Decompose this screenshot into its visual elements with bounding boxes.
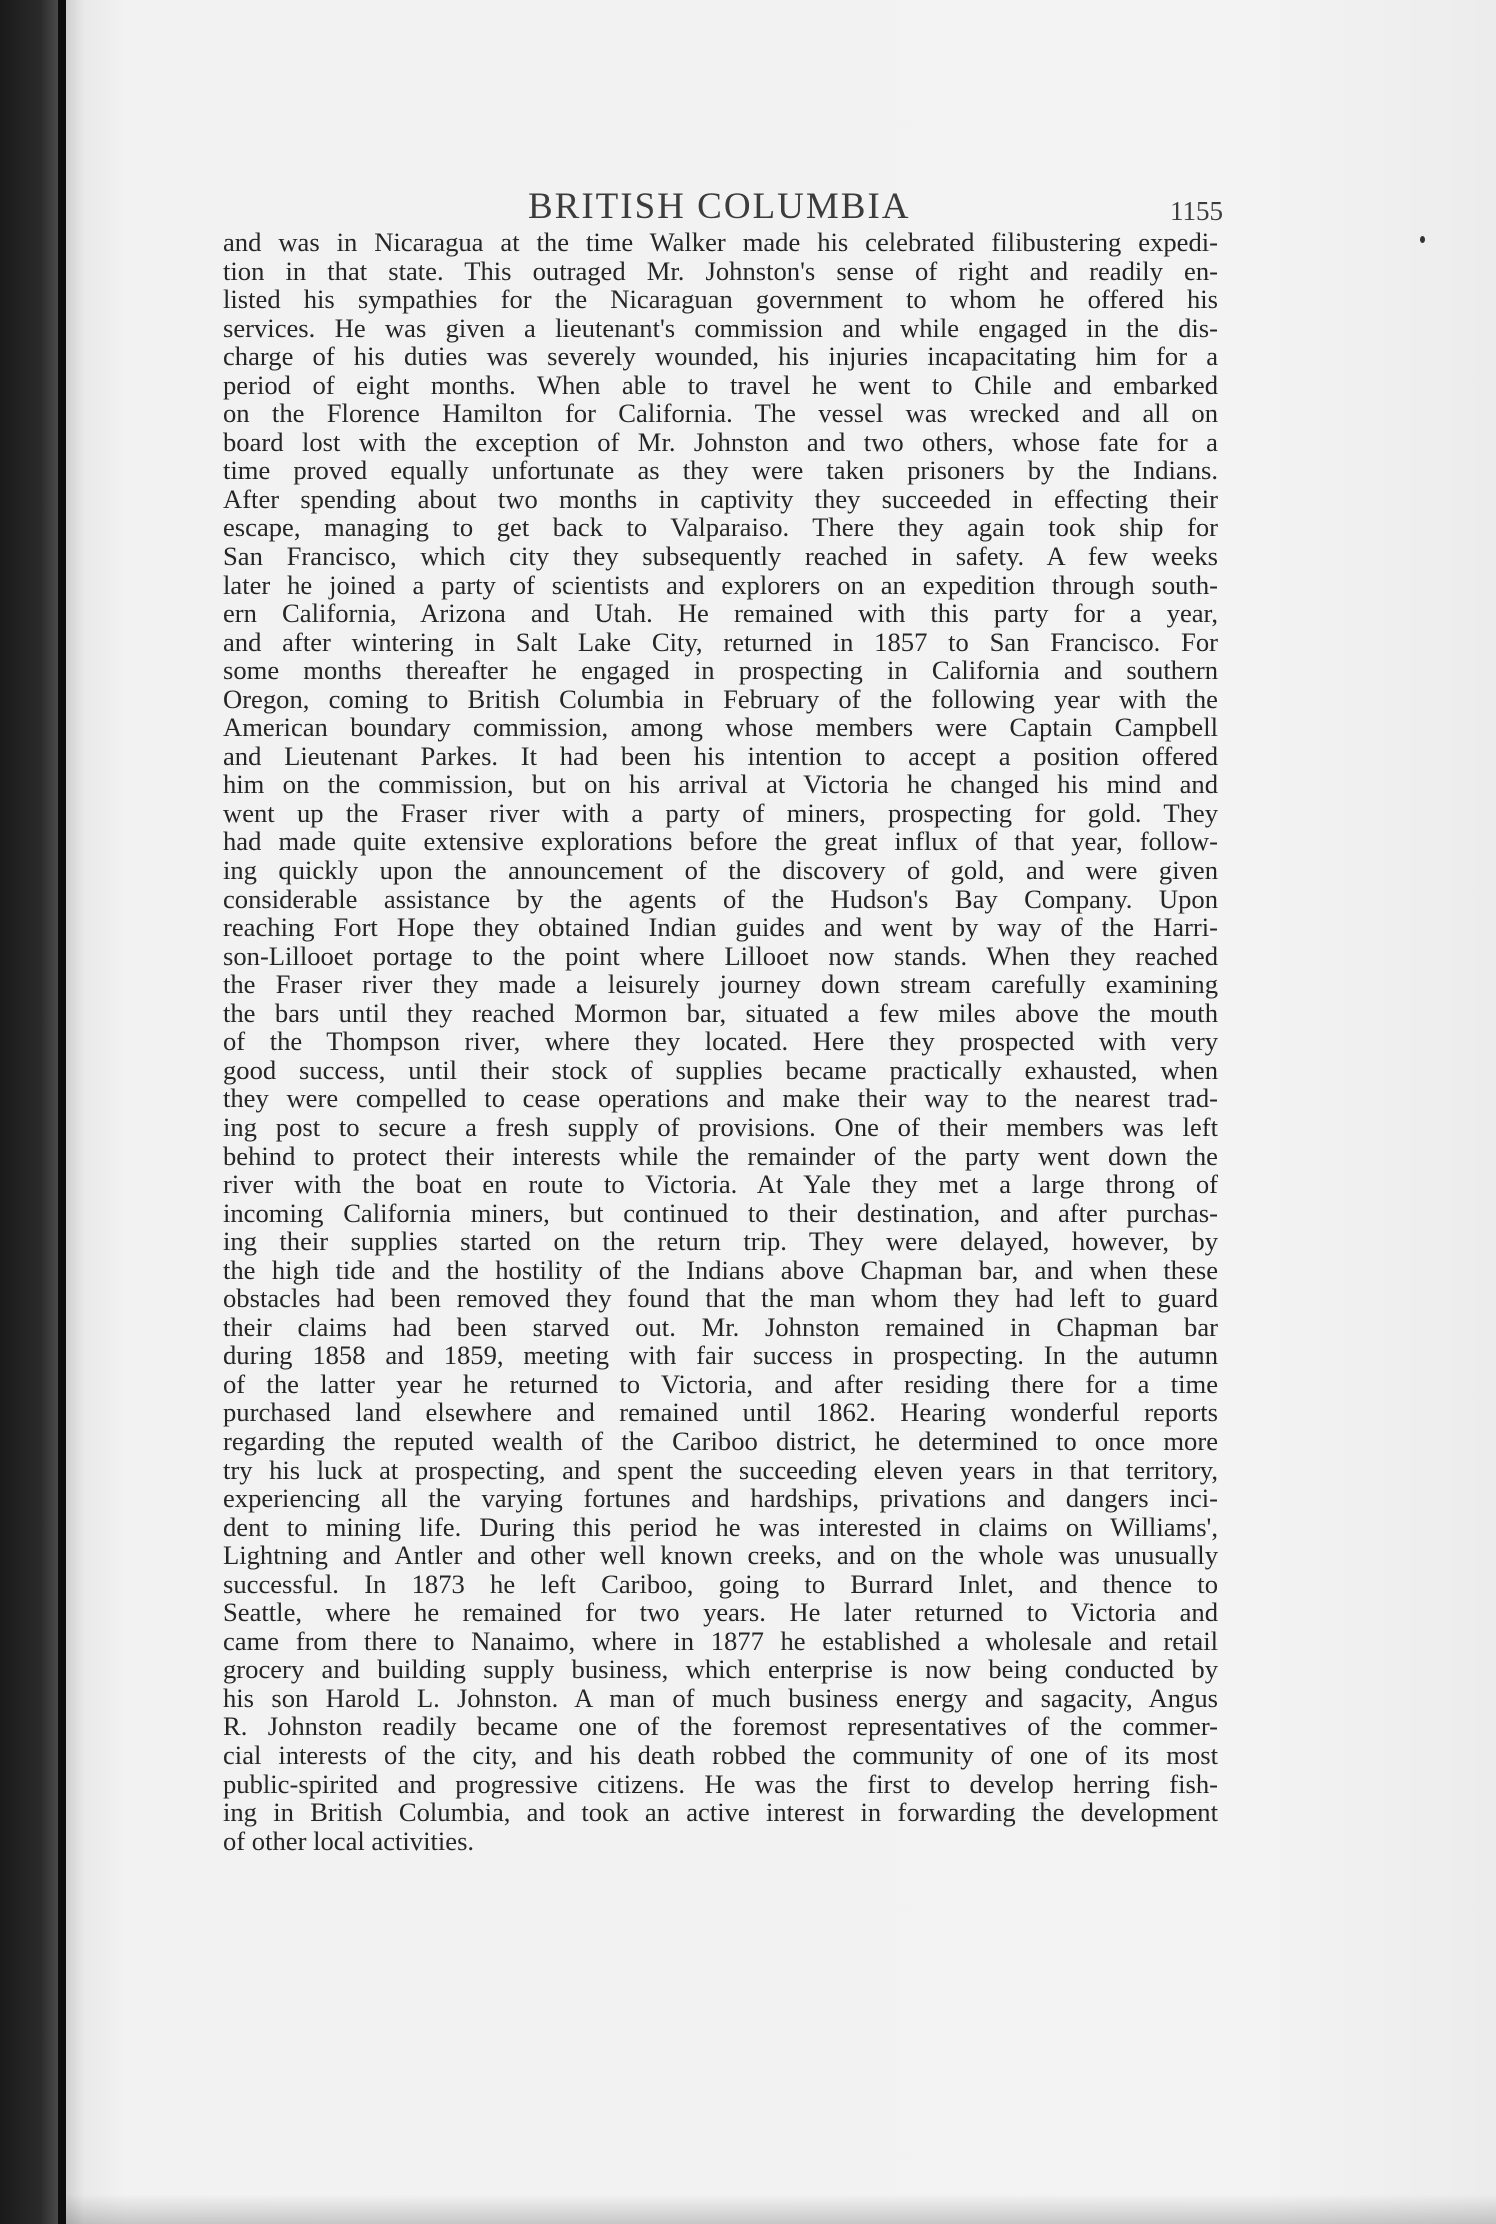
text-line: experiencing all the varying fortunes and hardships, privations and dangers inci-: [223, 1483, 1218, 1514]
text-line: and was in Nicaragua at the time Walker made his celebrated filibustering expedi-: [223, 227, 1218, 257]
text-line: obstacles had been removed they found that the man whom they had left to guard: [223, 1283, 1218, 1314]
text-line: escape, managing to get back to Valparaiso. There they again took ship for: [223, 512, 1218, 543]
text-line: went up the Fraser river with a party of miners, prospecting for gold. They: [223, 797, 1218, 828]
text-line: After spending about two months in captivity they succeeded in effecting their: [223, 483, 1218, 514]
text-line: on the Florence Hamilton for California. The vessel was wrecked and all on: [223, 398, 1218, 429]
text-line: behind to protect their interests while the remainder of the party went down the: [223, 1140, 1218, 1171]
text-line: purchased land elsewhere and remained until 1862. Hearing wonderful reports: [223, 1397, 1218, 1428]
text-line: listed his sympathies for the Nicaraguan government to whom he offered his: [223, 284, 1218, 315]
text-line: R. Johnston readily became one of the foremost representatives of the commer-: [223, 1711, 1218, 1742]
text-line: reaching Fort Hope they obtained Indian guides and went by way of the Harri-: [223, 912, 1218, 943]
ink-speck: [1420, 236, 1425, 243]
text-line: Lightning and Antler and other well known creeks, and on the whole was unusually: [223, 1540, 1218, 1571]
text-line: American boundary commission, among whose members were Captain Campbell: [223, 712, 1218, 743]
text-line: public-spirited and progressive citizens. He was the first to develop herring fish-: [223, 1768, 1218, 1799]
running-head: BRITISH COLUMBIA: [528, 186, 911, 227]
text-line: time proved equally unfortunate as they were taken prisoners by the Indians.: [223, 455, 1218, 486]
text-line: of other local activities.: [223, 1825, 475, 1856]
text-line: river with the boat en route to Victoria. At Yale they met a large throng of: [223, 1169, 1218, 1200]
text-line: period of eight months. When able to travel he went to Chile and embarked: [223, 369, 1218, 400]
text-line: ing post to secure a fresh supply of provisions. One of their members was left: [223, 1111, 1218, 1142]
text-line: his son Harold L. Johnston. A man of much business energy and sagacity, Angus: [223, 1682, 1218, 1713]
text-line: grocery and building supply business, which enterprise is now being conducted by: [223, 1654, 1218, 1685]
text-line: tion in that state. This outraged Mr. Johnston's sense of right and readily en-: [223, 255, 1218, 286]
text-line: him on the commission, but on his arrival at Victoria he changed his mind and: [223, 769, 1218, 800]
text-line: some months thereafter he engaged in prospecting in California and southern: [223, 655, 1218, 686]
text-line: board lost with the exception of Mr. Johnston and two others, whose fate for a: [223, 426, 1218, 457]
text-line: later he joined a party of scientists and explorers on an expedition through south-: [223, 569, 1218, 600]
text-line: had made quite extensive explorations before the great influx of that year, follow-: [223, 826, 1218, 857]
text-line: son-Lillooet portage to the point where Lillooet now stands. When they reached: [223, 940, 1218, 971]
text-line: and after wintering in Salt Lake City, returned in 1857 to San Francisco. For: [223, 626, 1218, 657]
text-line: successful. In 1873 he left Cariboo, going to Burrard Inlet, and thence to: [223, 1568, 1218, 1599]
text-line: they were compelled to cease operations and make their way to the nearest trad-: [223, 1083, 1218, 1114]
page-bottom-shadow: [66, 2194, 1496, 2224]
text-line: Oregon, coming to British Columbia in February of the following year with the: [223, 683, 1218, 714]
text-line: ing their supplies started on the return trip. They were delayed, however, by: [223, 1226, 1218, 1257]
text-line: ing quickly upon the announcement of the discovery of gold, and were given: [223, 855, 1218, 886]
text-line: ern California, Arizona and Utah. He remained with this party for a year,: [223, 598, 1218, 629]
text-line: services. He was given a lieutenant's commission and while engaged in the dis-: [223, 312, 1218, 343]
text-line: incoming California miners, but continued to their destination, and after purchas-: [223, 1197, 1218, 1228]
text-line: and Lieutenant Parkes. It had been his intention to accept a position offered: [223, 740, 1218, 771]
book-spine: [58, 0, 66, 2224]
text-line: good success, until their stock of supplies became practically exhausted, when: [223, 1054, 1218, 1085]
text-line: the Fraser river they made a leisurely journey down stream carefully examining: [223, 969, 1218, 1000]
text-line: cial interests of the city, and his death robbed the community of one of its most: [223, 1739, 1218, 1770]
text-line: their claims had been starved out. Mr. Johnston remained in Chapman bar: [223, 1311, 1218, 1342]
text-line: ing in British Columbia, and took an active interest in forwarding the development: [223, 1797, 1218, 1828]
text-line: regarding the reputed wealth of the Cariboo district, he determined to once more: [223, 1425, 1218, 1456]
text-line: of the Thompson river, where they located. Here they prospected with very: [223, 1026, 1218, 1057]
text-line: during 1858 and 1859, meeting with fair success in prospecting. In the autumn: [223, 1340, 1218, 1371]
text-line: considerable assistance by the agents of the Hudson's Bay Company. Upon: [223, 883, 1218, 914]
text-line: dent to mining life. During this period he was interested in claims on Williams',: [223, 1511, 1218, 1542]
page-number: 1155: [1170, 196, 1223, 226]
text-line: charge of his duties was severely wounded, his injuries incapacitating him for a: [223, 341, 1218, 372]
text-line: try his luck at prospecting, and spent the succeeding eleven years in that territory,: [223, 1454, 1218, 1485]
text-line: the high tide and the hostility of the Indians above Chapman bar, and when these: [223, 1254, 1218, 1285]
text-line: came from there to Nanaimo, where in 1877 he established a wholesale and retail: [223, 1625, 1218, 1656]
text-line: the bars until they reached Mormon bar, situated a few miles above the mouth: [223, 997, 1218, 1028]
text-line: Seattle, where he remained for two years. He later returned to Victoria and: [223, 1597, 1218, 1628]
text-line: of the latter year he returned to Victoria, and after residing there for a time: [223, 1368, 1218, 1399]
text-line: San Francisco, which city they subsequently reached in safety. A few weeks: [223, 541, 1218, 572]
body-paragraph: [223, 228, 1218, 1855]
